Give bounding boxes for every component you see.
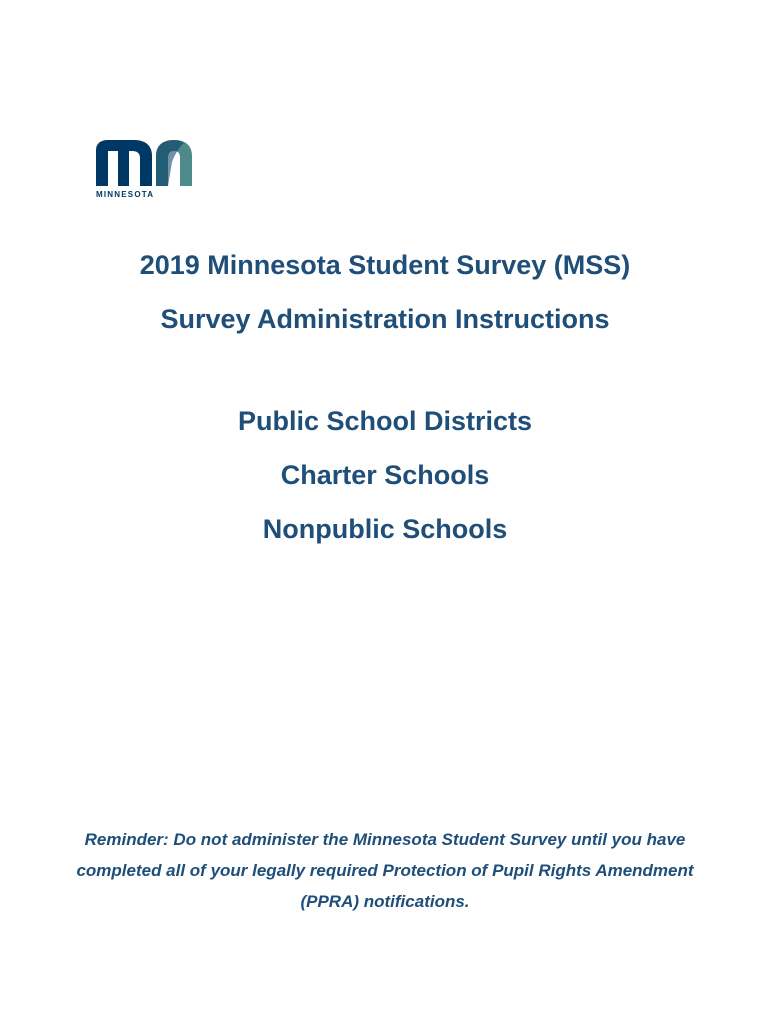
- audience-public-school-districts: Public School Districts: [237, 406, 533, 436]
- title-line-2: Survey Administration Instructions: [160, 304, 610, 334]
- title-line-1: 2019 Minnesota Student Survey (MSS): [139, 250, 631, 280]
- mn-logo-icon: [94, 138, 194, 188]
- logo-wordmark: MINNESOTA: [96, 190, 155, 199]
- audience-item: [0, 406, 770, 437]
- audience-item: [0, 514, 770, 545]
- reminder-notice: Reminder: Do not administer the Minnesota Student Survey until you have completed all of your legally required Protection of Pupil Rights Amendment (PPRA) notifications.: [76, 830, 694, 911]
- audience-charter-schools: Charter Schools: [280, 460, 490, 490]
- document-title: [0, 250, 770, 281]
- audience-nonpublic-schools: Nonpublic Schools: [262, 514, 508, 544]
- document-subtitle: [0, 304, 770, 335]
- audience-item: [0, 460, 770, 491]
- minnesota-logo: [94, 138, 194, 200]
